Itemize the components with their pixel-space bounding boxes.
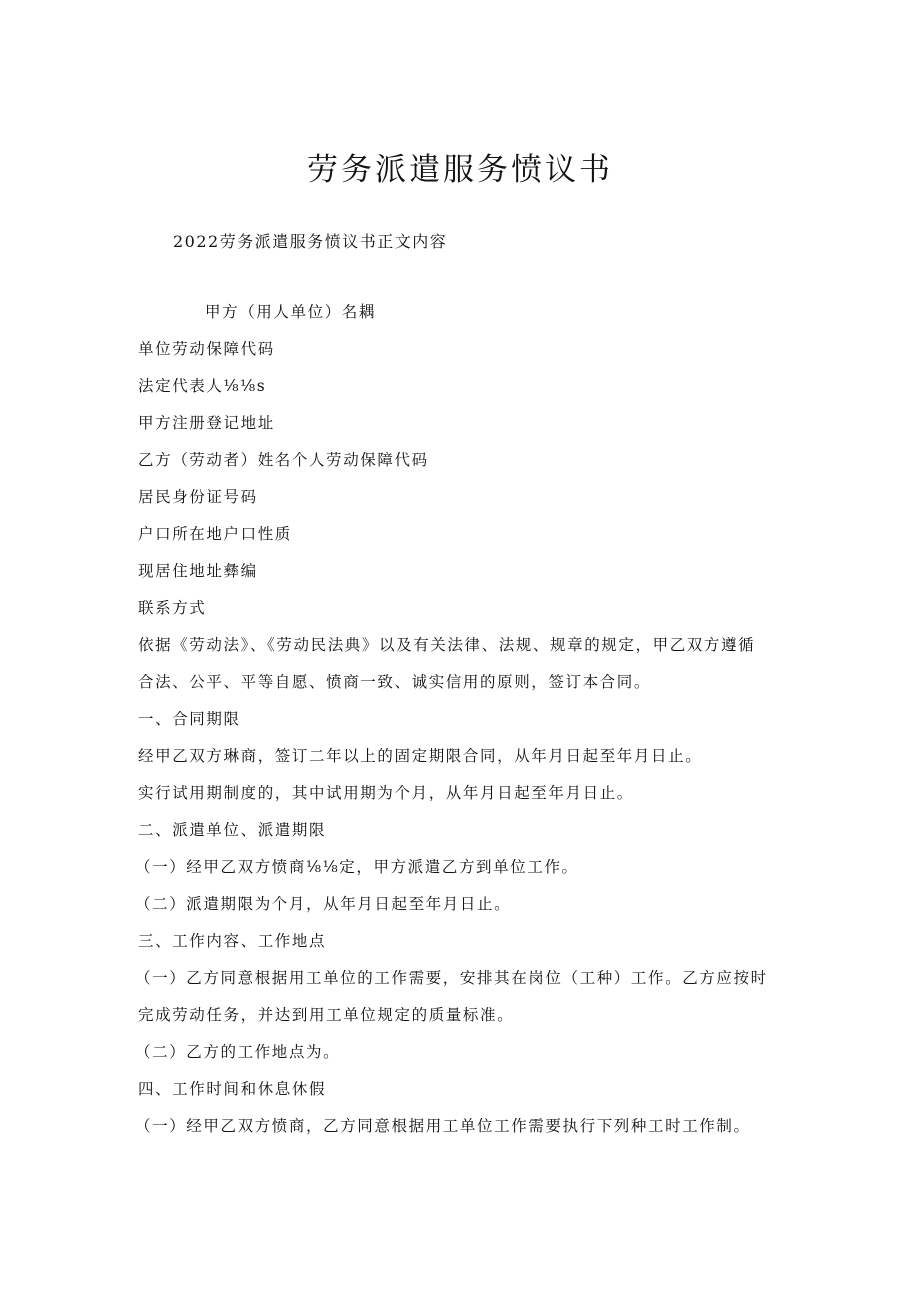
section-2-item-2: （二）派遣期限为个月，从年月日起至年月日止。 bbox=[135, 895, 512, 913]
preamble-line-1: 依据《劳动法》、《劳动民法典》以及有关法律、法规、规章的规定，甲乙双方遵循 bbox=[138, 636, 756, 654]
section-1-heading: 一、合同期限 bbox=[138, 710, 241, 728]
party-a-name-line: 甲方（用人单位）名耦 bbox=[205, 303, 377, 321]
document-body bbox=[135, 300, 778, 1151]
id-number-line: 居民身份证号码 bbox=[138, 488, 258, 506]
party-b-name-line: 乙方（劳动者）姓名个人劳动保障代码 bbox=[138, 451, 429, 469]
contact-line: 联系方式 bbox=[138, 599, 207, 617]
section-1-paragraph-1: 经甲乙双方琳商，签订二年以上的固定期限合同，从年月日起至年月日止。 bbox=[138, 747, 703, 765]
legal-representative-line: 法定代表人⅛⅛s bbox=[138, 377, 267, 395]
section-1-paragraph-2: 实行试用期制度的，其中试用期为个月，从年月日起至年月日止。 bbox=[138, 784, 634, 802]
current-address-line: 现居住地址彝编 bbox=[138, 562, 258, 580]
section-2-heading: 二、派遣单位、派遣期限 bbox=[138, 821, 327, 839]
section-4-item-1: （一）经甲乙双方愤商，乙方同意根据用工单位工作需要执行下列种工时工作制。 bbox=[135, 1117, 751, 1135]
section-4-heading: 四、工作时间和休息休假 bbox=[138, 1080, 327, 1098]
section-3-item-1-line-2: 完成劳动任务，并达到用工单位规定的质量标准。 bbox=[138, 1006, 515, 1024]
party-a-address-line: 甲方注册登记地址 bbox=[138, 414, 275, 432]
section-3-heading: 三、工作内容、工作地点 bbox=[138, 932, 327, 950]
unit-labor-code-line: 单位劳动保障代码 bbox=[138, 340, 275, 358]
section-3-item-1-line-1: （一）乙方同意根据用工单位的工作需要，安排其在岗位（工种）工作。乙方应按时 bbox=[135, 969, 768, 987]
preamble-line-2: 合法、公平、平等自愿、愤商一致、诚实信用的原则，签订本合同。 bbox=[138, 673, 652, 691]
section-3-item-2: （二）乙方的工作地点为。 bbox=[135, 1043, 341, 1061]
household-registration-line: 户口所在地户口性质 bbox=[138, 525, 292, 543]
document-subtitle: 2022劳务派遣服务愤议书正文内容 bbox=[173, 232, 448, 251]
section-2-item-1: （一）经甲乙双方愤商⅛⅛定，甲方派遣乙方到单位工作。 bbox=[135, 858, 579, 876]
document-title: 劳务派遣服务愤议书 bbox=[307, 152, 613, 188]
